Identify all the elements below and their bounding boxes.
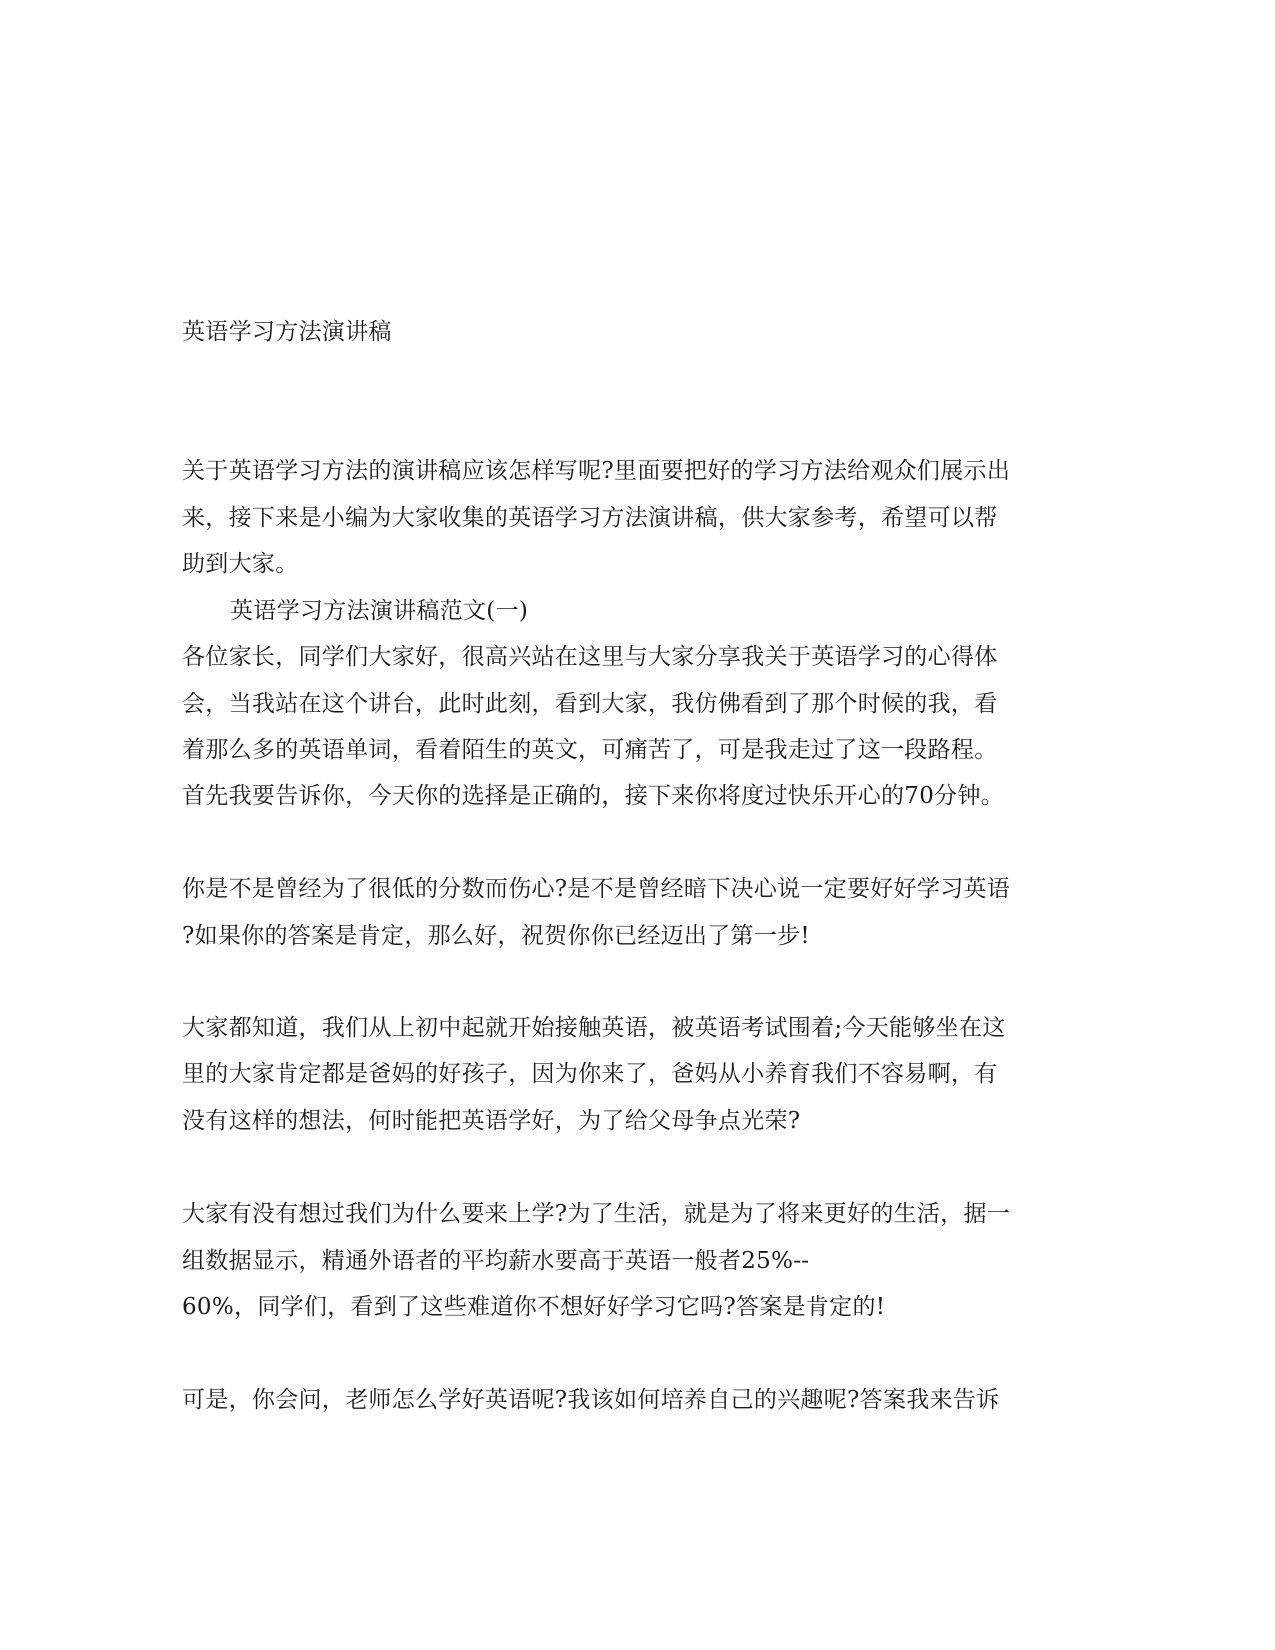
text-line: 会，当我站在这个讲台，此时此刻，看到大家，我仿佛看到了那个时候的我，看 — [182, 691, 998, 717]
text-line: 着那么多的英语单词，看着陌生的英文，可痛苦了，可是我走过了这一段路程。 — [182, 737, 998, 763]
document-title: 英语学习方法演讲稿 — [182, 319, 392, 345]
text-line: 大家都知道，我们从上初中起就开始接触英语，被英语考试围着;今天能够坐在这 — [182, 1015, 1006, 1041]
text-line: 60%，同学们，看到了这些难道你不想好好学习它吗?答案是肯定的! — [182, 1294, 886, 1320]
text-line: 组数据显示，精通外语者的平均薪水要高于英语一般者25%-- — [182, 1248, 810, 1274]
text-line: ?如果你的答案是肯定，那么好，祝贺你你已经迈出了第一步! — [182, 923, 810, 949]
text-line: 来，接下来是小编为大家收集的英语学习方法演讲稿，供大家参考，希望可以帮 — [182, 505, 998, 531]
text-line: 可是，你会问，老师怎么学好英语呢?我该如何培养自己的兴趣呢?答案我来告诉 — [182, 1387, 1000, 1413]
text-line: 没有这样的想法，何时能把英语学好，为了给父母争点光荣? — [182, 1108, 801, 1134]
section-heading: 英语学习方法演讲稿范文(一) — [230, 598, 529, 624]
text-line: 大家有没有想过我们为什么要来上学?为了生活，就是为了将来更好的生活，据一 — [182, 1201, 1011, 1227]
text-line: 你是不是曾经为了很低的分数而伤心?是不是曾经暗下决心说一定要好好学习英语 — [182, 876, 1011, 902]
text-line: 助到大家。 — [182, 551, 299, 577]
text-line: 关于英语学习方法的演讲稿应该怎样写呢?里面要把好的学习方法给观众们展示出 — [182, 458, 1011, 484]
text-line: 各位家长，同学们大家好，很高兴站在这里与大家分享我关于英语学习的心得体 — [182, 644, 998, 670]
text-line: 里的大家肯定都是爸妈的好孩子，因为你来了，爸妈从小养育我们不容易啊，有 — [182, 1061, 998, 1087]
text-line: 首先我要告诉你，今天你的选择是正确的，接下来你将度过快乐开心的70分钟。 — [182, 783, 1005, 809]
